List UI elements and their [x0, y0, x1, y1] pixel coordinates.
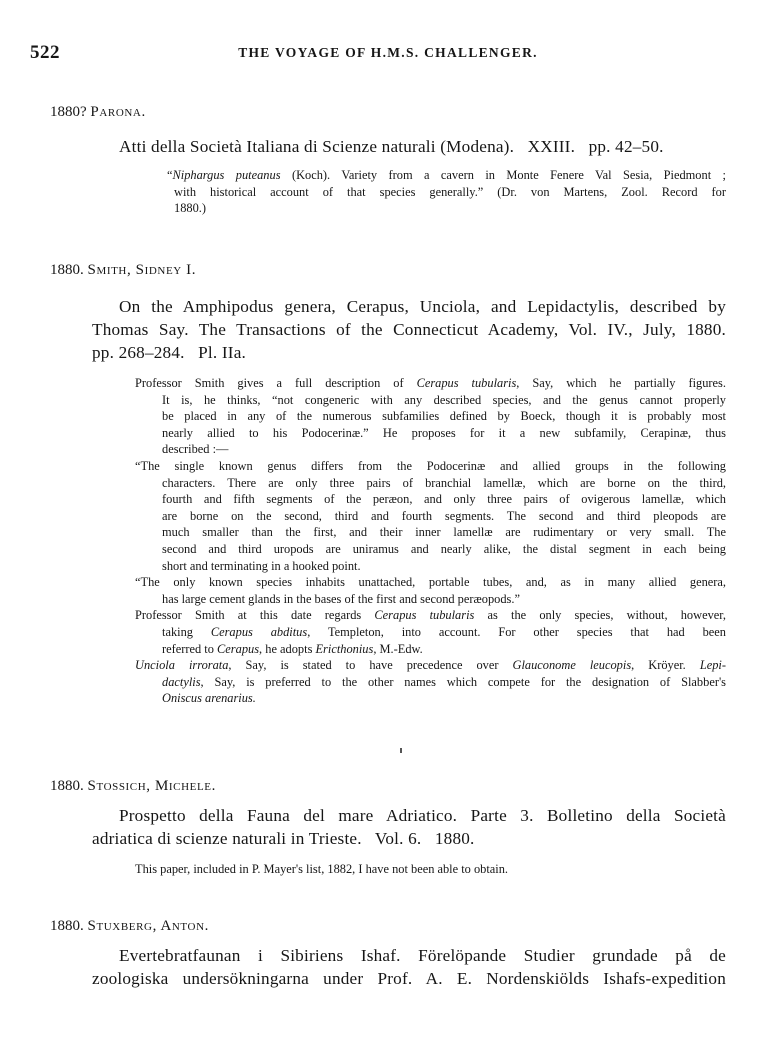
entry-author: Stuxberg, Anton. [87, 918, 209, 934]
entry-note-parona: “Niphargus puteanus (Koch). Variety from a cavern in Monte Fenere Val Sesia, Piedmont ; with historical account of that species generally.” (Dr. von Martens, Zool. Record for 1880.) [167, 168, 726, 216]
entry-year: 1880? [50, 104, 87, 120]
entry-note-smith: Professor Smith gives a full description of Cerapus tubularis, Say, which he partially figures. It is, he thinks, “not congeneric with any described species, and the genus cannot properly be placed in any of the numerous subfamilies defined by Boeck, though it is probably most nearly allied to his Podocerinæ.” He proposes for it a new subfamily, Cerapinæ, thus described :— “The single known genus differs from the Podocerinæ and allied groups in the following characters. There are only three pairs of branchial lamellæ, which are borne on the third, fourth and fifth segments of the peræon, and only three pairs of ovigerous lamellæ, which are borne on the second, third and fourth segments. The second and third pleopods are much smaller than the first, and their inner lamellæ are rudimentary or very small. The second and third uropods are uniramus and nearly alike, the distal segment in each being short and terminating in a hooked point. “The only known species inhabits unattached, portable tubes, and, as in many allied genera, has large cement glands in the bases of the first and second peræopods.” Professor Smith at this date regards Cerapus tubularis as the only species, without, however, taking Cerapus abditus, Templeton, into account. For other species that had been referred to Cerapus, he adopts Ericthonius, M.-Edw. Unciola irrorata, Say, is stated to have precedence over Glauconome leucopis, Kröyer. Lepi- dactylis, Say, is preferred to the other names which compete for the designation of Slabber's Oniscus arenarius. [135, 376, 726, 706]
entry-author: Stossich, Michele. [87, 778, 216, 794]
running-title: THE VOYAGE OF H.M.S. CHALLENGER. [238, 45, 538, 60]
entry-heading-parona [50, 104, 146, 121]
entry-author: Parona. [90, 104, 146, 120]
page-header [30, 42, 746, 66]
entry-title-line: Atti della Società Italiana di Scienze naturali (Modena). XXIII. pp. 42–50. [119, 137, 664, 156]
entry-title-line: On the Amphipodus genera, Cerapus, Unciola, and Lepidactylis, described by [119, 297, 726, 316]
entry-heading-smith [50, 262, 196, 279]
entry-title-line: pp. 268–284. Pl. IIa. [92, 343, 247, 362]
entry-title-line: Thomas Say. The Transactions of the Connecticut Academy, Vol. IV., July, 1880. [92, 320, 726, 339]
entry-heading-stossich [50, 778, 216, 795]
entry-year: 1880. [50, 262, 84, 278]
entry-title-line: Prospetto della Fauna del mare Adriatico. Parte 3. Bolletino della Società [119, 806, 726, 825]
entry-heading-stuxberg [50, 918, 209, 935]
entry-year: 1880. [50, 918, 84, 934]
entry-title-line: zoologiska undersökningarna under Prof. A. E. Nordenskiölds Ishafs-expedition [92, 969, 726, 988]
entry-year: 1880. [50, 778, 84, 794]
entry-note-stossich: This paper, included in P. Mayer's list, 1882, I have not been able to obtain. [135, 862, 509, 876]
entry-author: Smith, Sidney I. [87, 262, 197, 278]
print-speck [400, 748, 402, 753]
entry-title-line: Evertebratfaunan i Sibiriens Ishaf. Förelöpande Studier grundade på de [119, 946, 726, 965]
entry-title-line: adriatica di scienze naturali in Trieste. Vol. 6. 1880. [92, 829, 475, 848]
page-number: 522 [30, 42, 60, 63]
